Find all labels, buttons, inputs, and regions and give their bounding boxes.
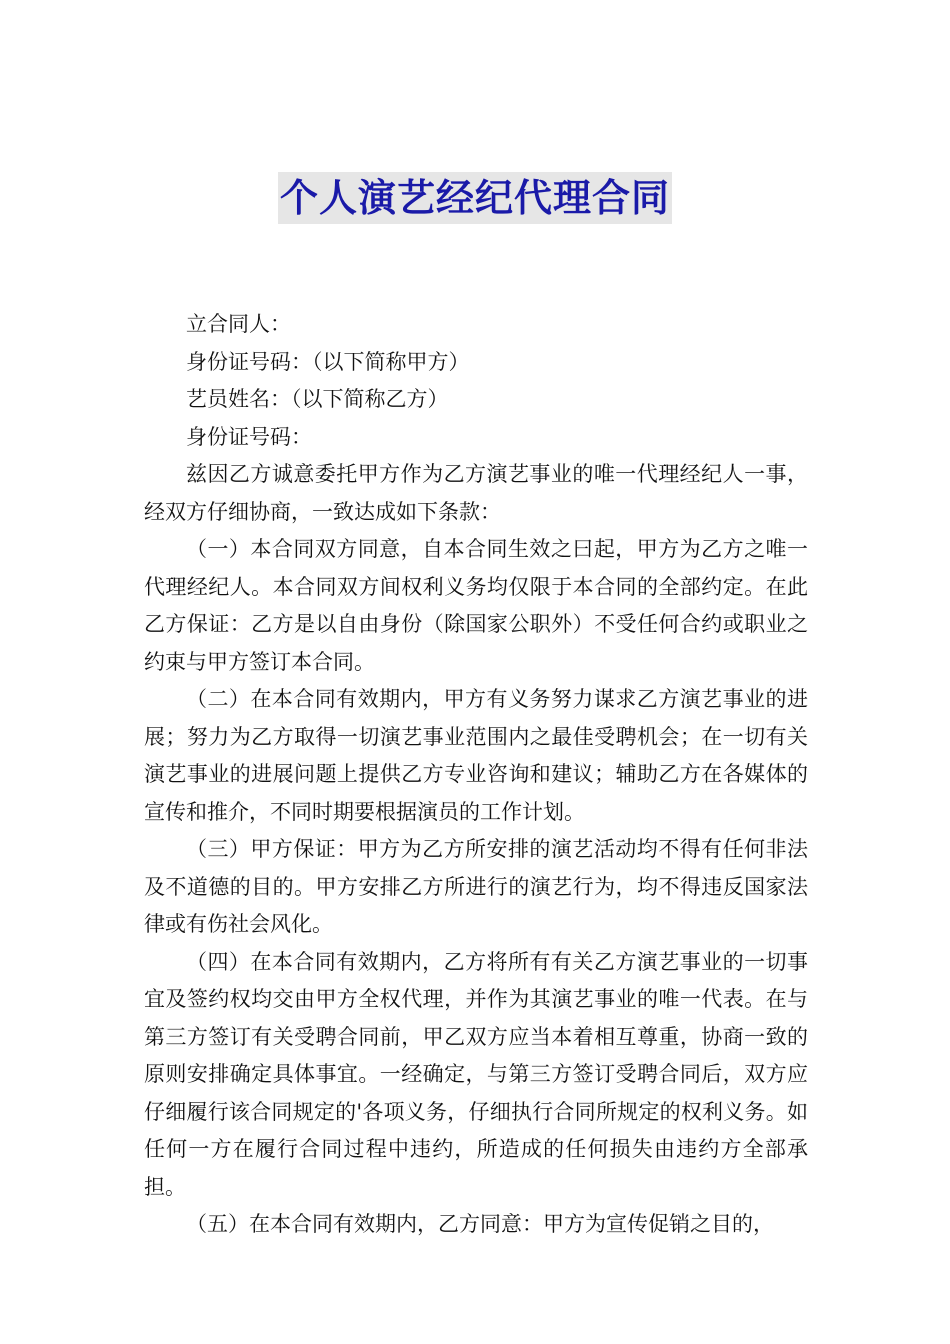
paragraph-clause-1: （一）本合同双方同意，自本合同生效之曰起，甲方为乙方之唯一代理经纪人。本合同双方间权利义务均仅限于本合同的全部约定。在此乙方保证：乙方是以自由身份（除国家公职外）不受任何合约或职业之约束与甲方签订本合同。 — [144, 537, 808, 674]
paragraph-artist-name: 艺员姓名：（以下简称乙方） — [186, 387, 449, 411]
paragraph-clause-4: （四）在本合同有效期内，乙方将所有有关乙方演艺事业的一切事宜及签约权均交由甲方全权代理，并作为其演艺事业的唯一代表。在与第三方签订有关受聘合同前，甲乙双方应当本着相互尊重，协商一致的原则安排确定具体事宜。一经确定，与第三方签订受聘合同后，双方应仔细履行该合同规定的'各项义务，仔细执行合同所规定的权利义务。如任何一方在履行合同过程中违约，所造成的任何损失由违约方全部承担。 — [144, 949, 808, 1199]
document-body — [144, 306, 808, 1244]
paragraph-clause-5: （五）在本合同有效期内，乙方同意：甲方为宣传促销之目的， — [186, 1212, 774, 1236]
paragraph-clause-2: （二）在本合同有效期内，甲方有义务努力谋求乙方演艺事业的进展；努力为乙方取得一切演艺事业范围内之最佳受聘机会；在一切有关演艺事业的进展问题上提供乙方专业咨询和建议；辅助乙方在各媒体的宣传和推介，不同时期要根据演员的工作计划。 — [144, 687, 808, 824]
paragraph-clause-3: （三）甲方保证：甲方为乙方所安排的演艺活动均不得有任何非法及不道德的目的。甲方安排乙方所进行的演艺行为，均不得违反国家法律或有伤社会风化。 — [144, 837, 808, 936]
paragraph-party-b-id: 身份证号码： — [186, 424, 312, 449]
document-title: 个人演艺经纪代理合同 — [278, 172, 672, 224]
paragraph-parties: 立合同人： — [186, 312, 291, 336]
paragraph-preamble: 兹因乙方诚意委托甲方作为乙方演艺事业的唯一代理经纪人一事，经双方仔细协商，一致达成如下条款： — [144, 462, 808, 524]
title-container — [0, 172, 950, 224]
paragraph-party-a-id: 身份证号码：（以下简称甲方） — [186, 349, 470, 374]
